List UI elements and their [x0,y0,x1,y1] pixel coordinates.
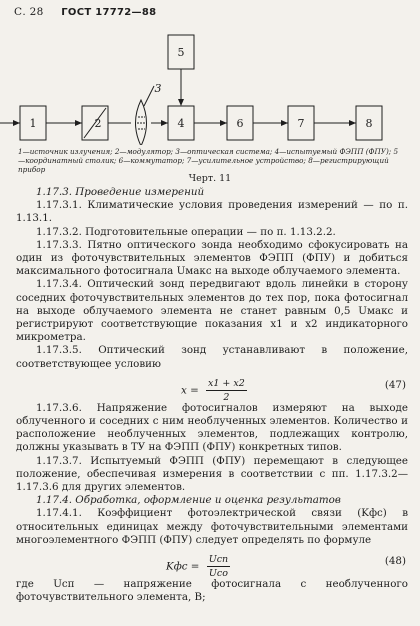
where-clause: где Uсп — напряжение фотосигнала с необлученного фоточувствительного элемента, В; [16,578,408,604]
figure-label: Черт. 11 [188,173,232,184]
paragraph: 1.17.3.1. Климатические условия проведения измерений — по п. 1.13.1. [16,199,408,225]
paragraph: 1.17.4.1. Коэффициент фотоэлектрической связи (Kфс) в относительных единицах между фоточувствительными элементами многоэлементного ФЭПП (ФПУ) следует определять по формуле [16,507,408,546]
standard-code: ГОСТ 17772—88 [61,7,157,18]
formula-48-numerator: Uсп [207,553,230,567]
formula-47-lhs: x = [181,384,199,397]
formula-48-fraction [207,553,230,580]
page-number: С. 28 [14,6,44,18]
figure-caption: 1—источник излучения; 2—модулятор; 3—оптическая система; 4—испытуемый ФЭПП (ФПУ); 5—координатный столик; 6—коммутатор; 7—усилительное устройство; 8—регистрирующий прибор [18,147,399,174]
block-1-label: 1 [29,117,37,130]
page-header [14,6,156,18]
paragraph: 1.17.3.6. Напряжение фотосигналов измеряют на выходе облученного и соседних с ним необлученных элементов. Количество и расположение необлученных элементов, подлежащих контролю, должны указывать в ТУ на ФЭПП (ФПУ) конкретных типов. [16,401,408,454]
paragraph: 1.17.3.3. Пятно оптического зонда необходимо сфокусировать на один из фоточувствительных элементов ФЭПП (ФПУ) и добиться максимального фотосигнала Uмакс на выходе облучаемого элемента. [16,238,408,278]
section-heading: 1.17.3. Проведение измерений [36,186,205,198]
lens-leader [144,86,154,106]
paragraph: 1.17.3.2. Подготовительные операции — по п. 1.13.2.2. [36,225,336,238]
section-heading: 1.17.4. Обработка, оформление и оценка результатов [36,494,341,507]
block-4-label: 4 [177,117,185,130]
formula-47-denominator: 2 [223,392,230,404]
block-diagram [0,20,420,145]
paragraph: 1.17.3.4. Оптический зонд передвигают вдоль линейки в сторону соседних фоточувствительных элементов до тех пор, пока фотосигнал на выходе облучаемого элемента не станет равным 0,5 Uмакс и регистрируют соответствующие показания x1 и x2 индикаторного микрометра. [16,278,408,344]
formula-47-numerator: x1 + x2 [206,377,247,391]
lens-label: 3 [154,82,162,95]
formula-47-fraction [206,377,247,404]
block-7-label: 7 [297,117,305,130]
formula-47-number: (47) [384,378,406,391]
block-2-label: 2 [94,117,102,130]
body-text [16,186,408,604]
formula-47 [16,373,408,404]
paragraph: 1.17.3.5. Оптический зонд устанавливают в положение, соответствующее условию [16,344,408,370]
formula-48-number: (48) [384,555,406,568]
block-8-label: 8 [365,117,373,130]
paragraph: 1.17.3.7. Испытуемый ФЭПП (ФПУ) перемещают в следующее положение, обеспечивая измерения в соответствии с пп. 1.17.3.2—1.17.3.6 для других элементов. [16,454,408,494]
formula-48-lhs: Kфс = [166,560,200,573]
formula-48-denominator: Uсо [208,568,228,580]
formula-48 [16,549,408,580]
block-6-label: 6 [236,117,244,130]
block-5-label: 5 [177,46,185,59]
